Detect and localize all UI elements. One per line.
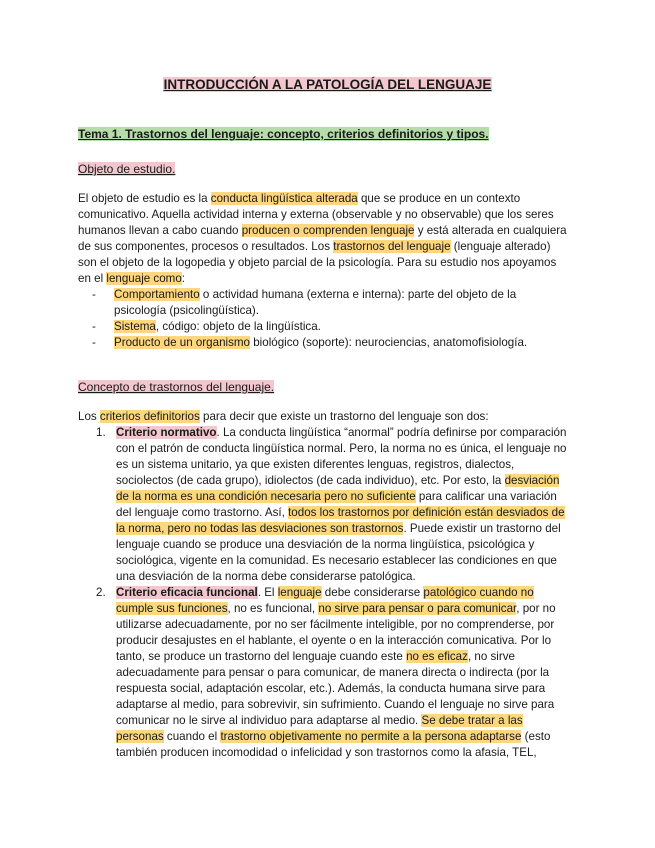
paragraph-criterios-intro: Los criterios definitorios para decir que existe un trastorno del lenguaje son dos: xyxy=(78,410,489,423)
page-title: INTRODUCCIÓN A LA PATOLOGÍA DEL LENGUAJE xyxy=(163,77,492,92)
subheading-objeto: Objeto de estudio. xyxy=(78,162,176,176)
section-heading-tema: Tema 1. Trastornos del lenguaje: concepto, criterios definitorios y tipos. xyxy=(78,127,489,141)
subheading-concepto: Concepto de trastornos del lenguaje. xyxy=(78,380,275,394)
paragraph-objeto: El objeto de estudio es la conducta lingüística alterada que se produce en un contexto comunicativo. Aquella actividad interna y externa (observable y no observable) que los seres humanos llevan a cabo cuando producen o comprenden lenguaje y está alterada en cualquiera de sus componentes, procesos o resultados. Los trastornos del lenguaje (lenguaje alterado) son el objeto de la logopedia y objeto parcial de la psicología. Para su estudio nos apoyamos en el lenguaje como: xyxy=(78,192,567,285)
document-page: INTRODUCCIÓN A LA PATOLOGÍA DEL LENGUAJE Tema 1. Trastornos del lenguaje: concepto, criterios definitorios y tipos. Objeto de estudio. El objeto de estudio es la conducta lingüística alterada que se produce en un contexto comunicativo. Aquella actividad interna y externa (observable y no observable) que los seres humanos llevan a cabo cuando producen o comprenden lenguaje y está alterada en cualquiera de sus componentes, procesos o resultados. Los trastornos del lenguaje (lenguaje alterado) son el objeto de la logopedia y objeto parcial de la psicología. Para su estudio nos apoyamos en el lenguaje como: - Comportamiento o actividad humana (externa e interna): parte del objeto de la psicología (psicolingüística). - Sistema, código: objeto de la lingüística. - Producto de un organismo biológico (soporte): neurociencias, anatomofisiología. Concepto de trastornos del lenguaje. Los criterios definitorios para decir que existe un trastorno del lenguaje son dos: 1. Criterio normativo. La conducta lingüística “anormal” podría definirse por comparación con el patrón de conducta lingüística normal. Pero, la norma no es única, el lenguaje no es un sistema unitario, ya que existen diferentes lenguas, registros, dialectos, sociolectos (de cada grupo), idiolectos (de cada individuo), etc. Por esto, la desviación de la norma es una condición necesaria pero no suficiente para calificar una variación del lenguaje como trastorno. Así, todos los trastornos por definición están desviados de la norma, pero no todas las desviaciones son trastornos. Puede existir un trastorno del lenguaje cuando se produce una desviación de la norma lingüística, psicológica y sociológica, vigente en la comunidad. Es necesario establecer las condiciones en que una desviación de la norma debe considerarse patológica. 2. Criterio eficacia funcional. El lenguaje debe considerarse patológico cuando no cumple sus funciones, no es funcional, no sirve para pensar o para comunicar, por no utilizarse adecuadamente, por no ser fácilmente inteligible, por no comprenderse, por producir desajustes en el hablante, el oyente o en la interacción comunicativa. Por lo tanto, se produce un trastorno del lenguaje cuando este no es eficaz, no sirve adecuadamente para pensar o para comunicar, de manera directa o indirecta (por la respuesta social, adaptación escolar, etc.). Además, la conducta humana sirve para adaptarse al medio, para sobrevivir, sin sufrimiento. Cuando el lenguaje no sirve para comunicar no le sirve al individuo para adaptarse al medio. Se debe tratar a las personas cuando el trastorno objetivamente no permite a la persona adaptarse (esto también producen incomodidad o infelicidad y son trastornos como la afasia, TEL, xyxy=(0,0,655,848)
